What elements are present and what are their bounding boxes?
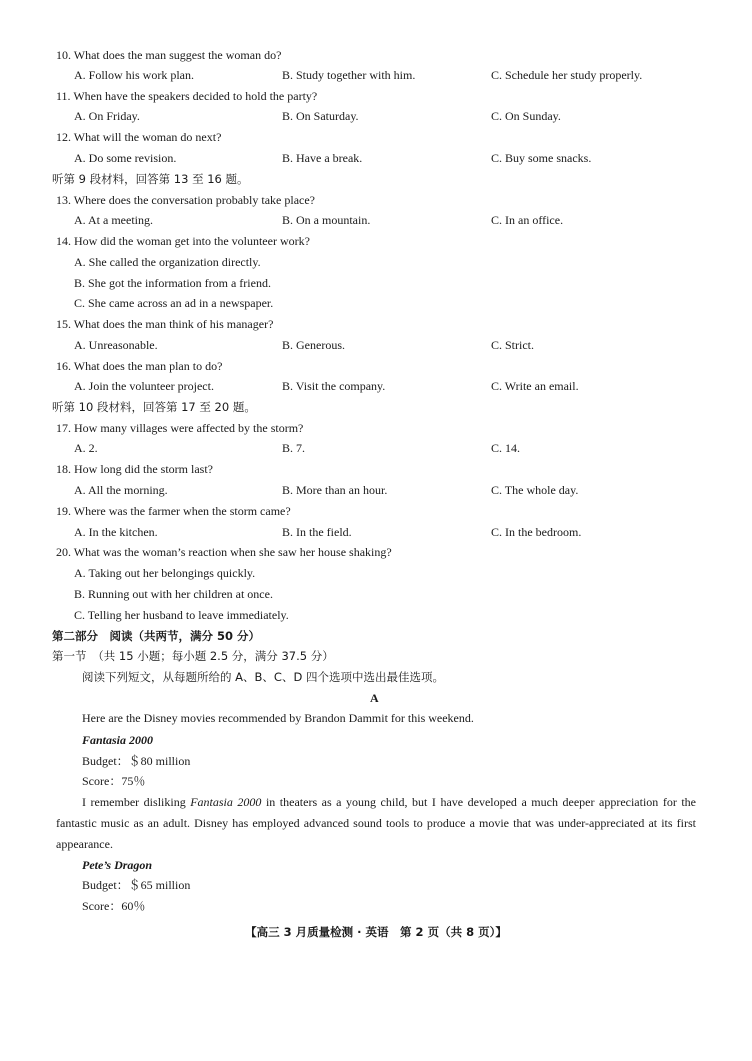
option-b: B. Running out with her children at once. bbox=[74, 587, 273, 601]
question-20-stem: 20. What was the woman’s reaction when she saw her house shaking? bbox=[56, 545, 392, 559]
listening-instruction-10: 听第 10 段材料，回答第 17 至 20 题。 bbox=[52, 400, 256, 414]
option-c: C. In an office. bbox=[491, 213, 564, 227]
movie-review-fantasia bbox=[56, 792, 696, 854]
review-text-start: I remember disliking bbox=[82, 795, 191, 809]
question-11-options bbox=[74, 109, 714, 124]
question-17-stem: 17. How many villages were affected by the storm? bbox=[56, 421, 304, 435]
question-18-stem: 18. How long did the storm last? bbox=[56, 462, 213, 476]
option-c: C. In the bedroom. bbox=[491, 525, 582, 539]
option-c: C. Write an email. bbox=[491, 379, 579, 393]
option-c: C. 14. bbox=[491, 441, 521, 455]
review-text-rest: in theaters as a young child, but I have developed a much deeper appreciation for the fantastic music as an adult. Disney has employed advanced sound tools to produce a movie that was under-appreciated at its first appearance. bbox=[56, 795, 696, 851]
option-c: C. Schedule her study properly. bbox=[491, 68, 643, 82]
question-12-options bbox=[74, 151, 714, 166]
page-footer: 【高三 3 月质量检测 · 英语 第 2 页（共 8 页）】 bbox=[245, 925, 507, 939]
movie-title-fantasia: Fantasia 2000 bbox=[82, 733, 154, 747]
question-15-options bbox=[74, 338, 714, 353]
reading-directions: 阅读下列短文，从每题所给的 A、B、C、D 四个选项中选出最佳选项。 bbox=[82, 670, 444, 684]
part-two-heading: 第二部分 阅读（共两节，满分 50 分） bbox=[52, 629, 261, 643]
option-b: B. Study together with him. bbox=[282, 68, 416, 82]
question-16-stem: 16. What does the man plan to do? bbox=[56, 359, 223, 373]
question-11-stem: 11. When have the speakers decided to hold the party? bbox=[56, 89, 318, 103]
question-14-stem: 14. How did the woman get into the volunteer work? bbox=[56, 234, 310, 248]
movie-budget-petes-dragon: Budget：＄65 million bbox=[82, 878, 191, 892]
question-13-stem: 13. Where does the conversation probably take place? bbox=[56, 193, 316, 207]
option-c: C. Strict. bbox=[491, 338, 535, 352]
option-b: B. More than an hour. bbox=[282, 483, 388, 497]
option-b: B. In the field. bbox=[282, 525, 352, 539]
option-b: B. She got the information from a friend. bbox=[74, 276, 271, 290]
option-a: A. At a meeting. bbox=[74, 213, 153, 227]
option-c: C. The whole day. bbox=[491, 483, 579, 497]
option-b: B. Generous. bbox=[282, 338, 345, 352]
option-a: A. Taking out her belongings quickly. bbox=[74, 566, 256, 580]
question-13-options bbox=[74, 213, 714, 228]
movie-title-petes-dragon: Pete’s Dragon bbox=[82, 858, 153, 872]
review-movie-title: Fantasia 2000 bbox=[190, 795, 262, 809]
question-15-stem: 15. What does the man think of his manager? bbox=[56, 317, 274, 331]
question-18-options bbox=[74, 483, 714, 498]
option-c: C. She came across an ad in a newspaper. bbox=[74, 296, 274, 310]
listening-instruction-9: 听第 9 段材料，回答第 13 至 16 题。 bbox=[52, 172, 249, 186]
question-12-stem: 12. What will the woman do next? bbox=[56, 130, 222, 144]
option-a: A. Follow his work plan. bbox=[74, 68, 194, 82]
option-a: A. On Friday. bbox=[74, 109, 140, 123]
option-a: A. Join the volunteer project. bbox=[74, 379, 214, 393]
option-b: B. Visit the company. bbox=[282, 379, 386, 393]
option-a: A. In the kitchen. bbox=[74, 525, 158, 539]
question-19-stem: 19. Where was the farmer when the storm came? bbox=[56, 504, 291, 518]
option-a: A. Do some revision. bbox=[74, 151, 177, 165]
option-b: B. 7. bbox=[282, 441, 306, 455]
option-a: A. All the morning. bbox=[74, 483, 168, 497]
option-c: C. Telling her husband to leave immediately. bbox=[74, 608, 289, 622]
passage-intro: Here are the Disney movies recommended by Brandon Dammit for this weekend. bbox=[82, 711, 474, 725]
section-one-heading: 第一节 （共 15 小题；每小题 2.5 分，满分 37.5 分） bbox=[52, 649, 334, 663]
question-10-options bbox=[74, 68, 714, 83]
question-10-stem: 10. What does the man suggest the woman do? bbox=[56, 48, 282, 62]
option-a: A. She called the organization directly. bbox=[74, 255, 261, 269]
option-b: B. On Saturday. bbox=[282, 109, 359, 123]
passage-letter: A bbox=[370, 691, 379, 705]
option-a: A. 2. bbox=[74, 441, 98, 455]
question-19-options bbox=[74, 525, 714, 540]
question-17-options bbox=[74, 441, 714, 456]
movie-budget-fantasia: Budget：＄80 million bbox=[82, 754, 191, 768]
option-b: B. On a mountain. bbox=[282, 213, 371, 227]
movie-score-fantasia: Score：75％ bbox=[82, 774, 146, 788]
option-c: C. Buy some snacks. bbox=[491, 151, 592, 165]
option-c: C. On Sunday. bbox=[491, 109, 561, 123]
question-16-options bbox=[74, 379, 714, 394]
option-b: B. Have a break. bbox=[282, 151, 363, 165]
option-a: A. Unreasonable. bbox=[74, 338, 158, 352]
movie-score-petes-dragon: Score：60％ bbox=[82, 899, 146, 913]
